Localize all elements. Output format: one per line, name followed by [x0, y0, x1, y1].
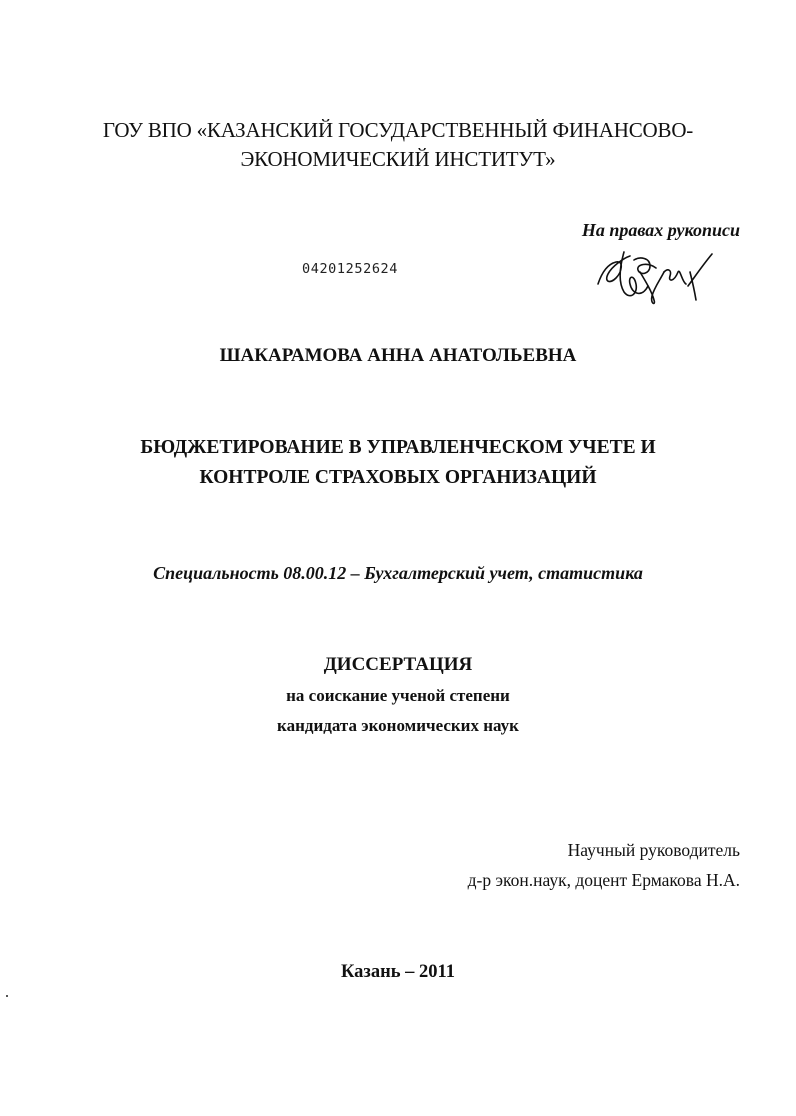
signature-icon — [594, 242, 719, 312]
title-line-1: БЮДЖЕТИРОВАНИЕ В УПРАВЛЕНЧЕСКОМ УЧЕТЕ И — [140, 437, 656, 458]
registration-code: 04201252624 — [302, 261, 399, 277]
degree-line-2: кандидата экономических наук — [277, 716, 519, 735]
degree-line-1: на соискание ученой степени — [286, 686, 510, 705]
supervisor-label: Научный руководитель — [567, 840, 740, 860]
supervisor-name: д-р экон.наук, доцент Ермакова Н.А. — [467, 870, 740, 890]
scan-speck — [6, 995, 8, 997]
specialty: Специальность 08.00.12 – Бухгалтерский учет, статистика — [153, 563, 643, 583]
institution-line-2: ЭКОНОМИЧЕСКИЙ ИНСТИТУТ» — [240, 147, 556, 171]
title-line-2: КОНТРОЛЕ СТРАХОВЫХ ОРГАНИЗАЦИЙ — [199, 467, 597, 488]
dissertation-heading: ДИССЕРТАЦИЯ — [323, 654, 473, 675]
manuscript-note: На правах рукописи — [581, 220, 740, 240]
institution-line-1: ГОУ ВПО «КАЗАНСКИЙ ГОСУДАРСТВЕННЫЙ ФИНАНСОВО- — [102, 118, 694, 142]
city-year: Казань – 2011 — [340, 962, 456, 982]
author-name: ШАКАРАМОВА АННА АНАТОЛЬЕВНА — [219, 345, 577, 366]
